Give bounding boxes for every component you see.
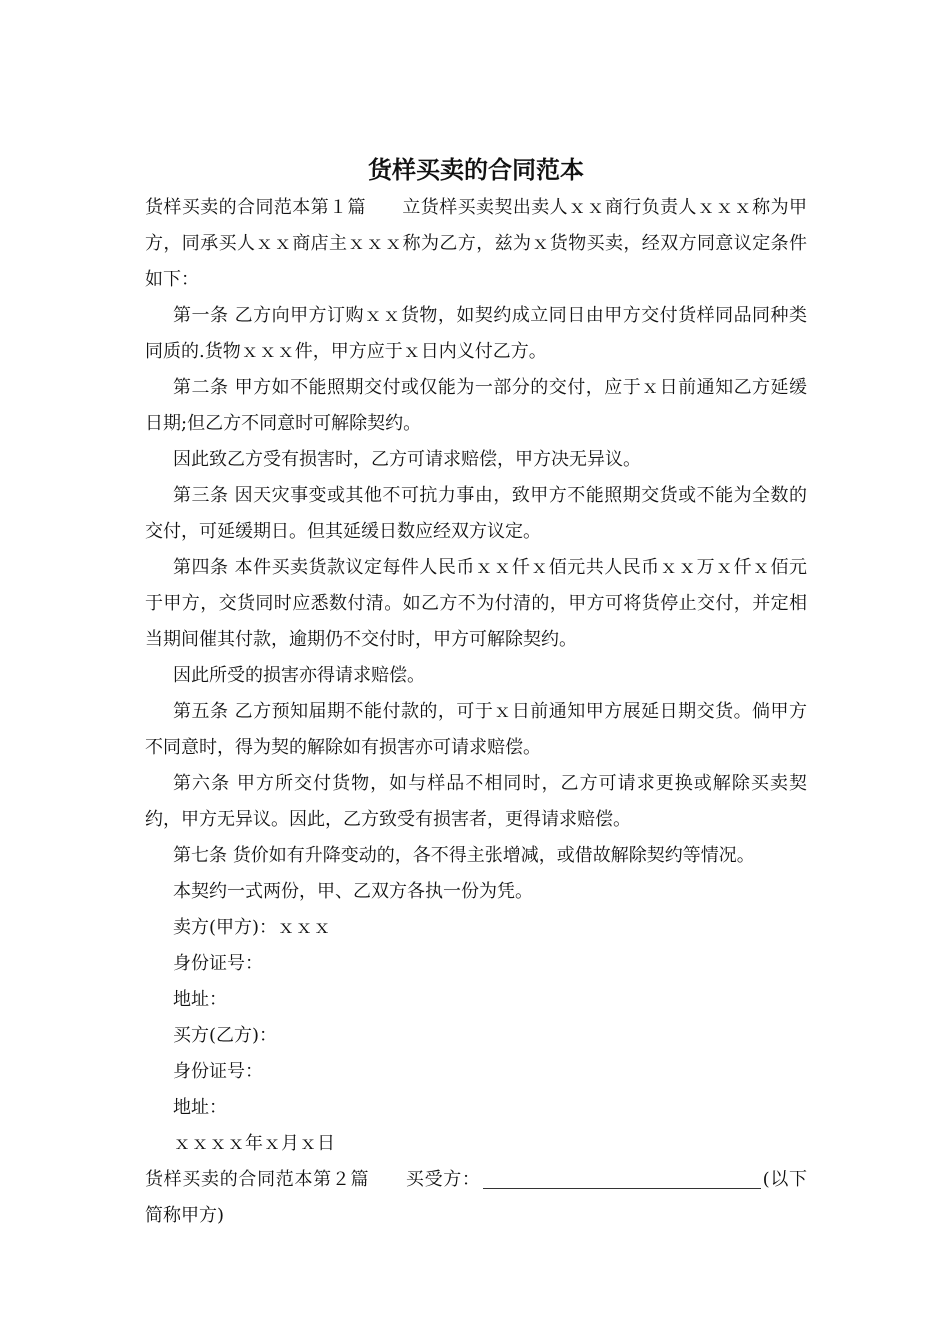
second-label: 货样买卖的合同范本第２篇 <box>145 1169 370 1190</box>
second-contract-paragraph <box>145 1162 807 1234</box>
signature-line: 地址： <box>173 989 227 1010</box>
clause-paragraph: 第六条 甲方所交付货物，如与样品不相同时，乙方可请求更换或解除买卖契约，甲方无异议。因此，乙方致受有损害者，更得请求赔偿。 <box>145 773 807 830</box>
clause-paragraph: 第二条 甲方如不能照期交付或仅能为一部分的交付，应于ｘ日前通知乙方延缓日期;但乙方不同意时可解除契约。 <box>145 377 807 434</box>
signature-line: 买方(乙方)： <box>173 1025 278 1046</box>
clause-paragraph: 第七条 货价如有升降变动的，各不得主张增减，或借故解除契约等情况。 <box>173 845 755 866</box>
intro-paragraph <box>145 190 807 298</box>
buyer-label: 买受方： <box>405 1169 481 1190</box>
clause-paragraph: 第一条 乙方向甲方订购ｘｘ货物，如契约成立同日由甲方交付货样同品同种类同质的.货物ｘｘｘ件，甲方应于ｘ日内义付乙方。 <box>145 305 807 362</box>
signature-line: 身份证号： <box>173 1061 263 1082</box>
signature-date: ｘｘｘｘ年ｘ月ｘ日 <box>173 1133 335 1154</box>
signature-line: 卖方(甲方)：ｘｘｘ <box>173 917 332 938</box>
signature-line: 地址： <box>173 1097 227 1118</box>
clause-paragraph: 第三条 因天灾事变或其他不可抗力事由，致甲方不能照期交货或不能为全数的交付，可延缓期日。但其延缓日数应经双方议定。 <box>145 485 807 542</box>
second-suffix: (以下简称甲方) <box>145 1169 808 1226</box>
clause-paragraph: 本契约一式两份，甲、乙双方各执一份为凭。 <box>173 881 533 902</box>
page-title: 货样买卖的合同范本 <box>368 156 584 184</box>
buyer-name-blank <box>483 1168 761 1189</box>
contract-page <box>145 150 807 1234</box>
clause-paragraph: 第五条 乙方预知届期不能付款的，可于ｘ日前通知甲方展延日期交货。倘甲方不同意时，得为契的解除如有损害亦可请求赔偿。 <box>145 701 807 758</box>
intro-label: 货样买卖的合同范本第１篇 <box>145 197 366 218</box>
intro-text: 立货样买卖契出卖人ｘｘ商行负责人ｘｘｘ称为甲方，同承买人ｘｘ商店主ｘｘｘ称为乙方，兹为ｘ货物买卖，经双方同意议定条件如下： <box>145 197 808 290</box>
clause-paragraph: 因此致乙方受有损害时，乙方可请求赔偿，甲方决无异议。 <box>173 449 641 470</box>
signature-line: 身份证号： <box>173 953 263 974</box>
clause-paragraph: 第四条 本件买卖货款议定每件人民币ｘｘ仟ｘ佰元共人民币ｘｘ万ｘ仟ｘ佰元于甲方，交货同时应悉数付清。如乙方不为付清的，甲方可将货停止交付，并定相当期间催其付款，逾期仍不交付时，甲方可解除契约。 <box>145 557 807 650</box>
clause-paragraph: 因此所受的损害亦得请求赔偿。 <box>173 665 425 686</box>
